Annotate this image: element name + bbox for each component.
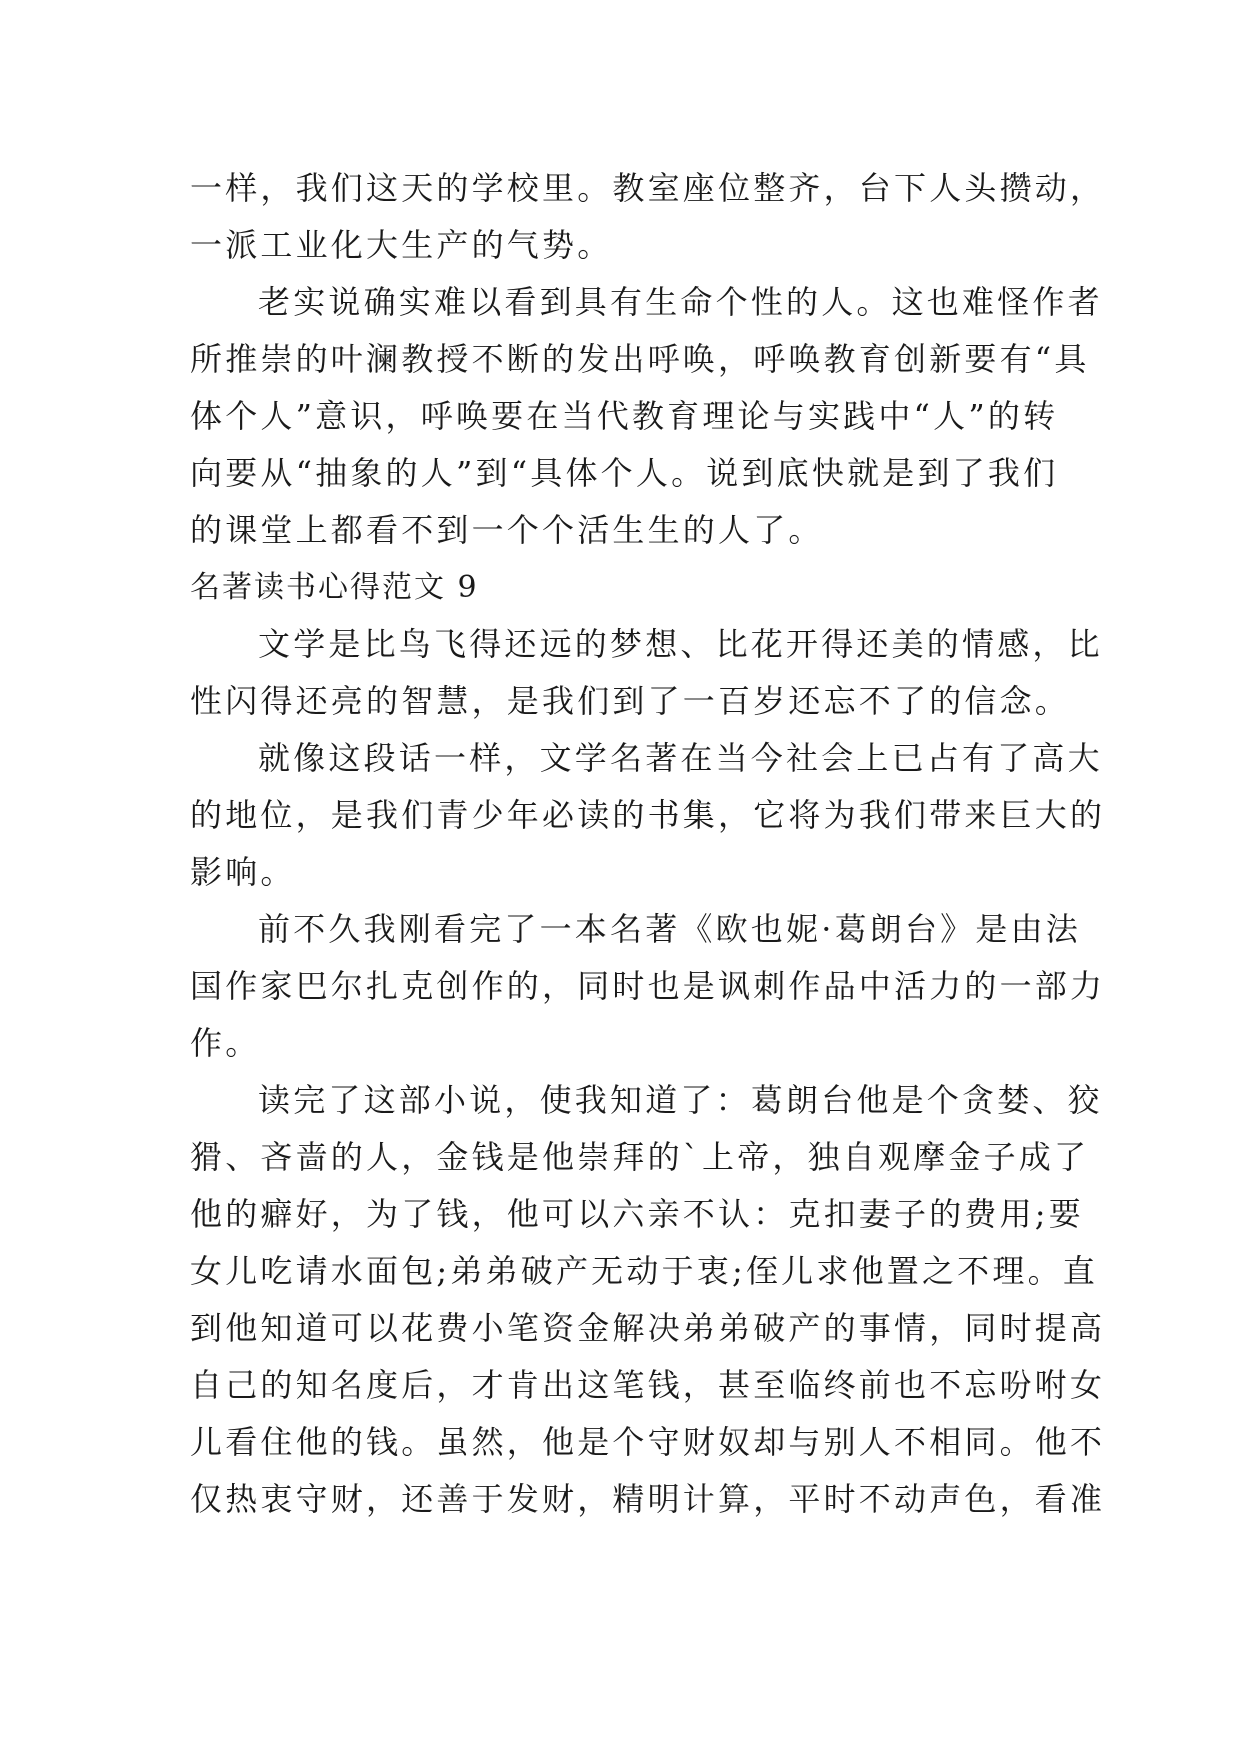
- text-line: 的地位，是我们青少年必读的书集，它将为我们带来巨大的: [190, 796, 1106, 834]
- document-body: [190, 160, 1106, 1528]
- text-line: 文学是比鸟飞得还远的梦想、比花开得还美的情感，比: [258, 625, 1103, 663]
- text-line: 体个人”意识，呼唤要在当代教育理论与实践中“人”的转: [190, 397, 1059, 435]
- text-line: 影响。: [190, 853, 296, 891]
- text-line: 儿看住他的钱。虽然，他是个守财奴却与别人不相同。他不: [190, 1423, 1106, 1461]
- text-line: 到他知道可以花费小笔资金解决弟弟破产的事情，同时提高: [190, 1309, 1106, 1347]
- paragraph: [190, 274, 1103, 559]
- text-line: 性闪得还亮的智慧，是我们到了一百岁还忘不了的信念。: [190, 682, 1071, 720]
- text-line: 仅热衷守财，还善于发财，精明计算，平时不动声色，看准: [190, 1480, 1106, 1518]
- text-line: 一派工业化大生产的气势。: [190, 226, 613, 264]
- text-line: 向要从“抽象的人”到“具体个人。说到底快就是到了我们: [190, 454, 1059, 492]
- text-line: 猾、吝啬的人，金钱是他崇拜的`上帝，独自观摩金子成了: [190, 1138, 1090, 1176]
- text-line: 的课堂上都看不到一个个活生生的人了。: [190, 511, 824, 549]
- text-line: 前不久我刚看完了一本名著《欧也妮·葛朗台》是由法: [258, 910, 1081, 948]
- text-line: 就像这段话一样，文学名著在当今社会上已占有了高大: [258, 739, 1103, 777]
- paragraph: [190, 730, 1106, 901]
- text-line: 女儿吃请水面包;弟弟破产无动于衷;侄儿求他置之不理。直: [190, 1252, 1098, 1290]
- paragraph: [190, 160, 1106, 274]
- text-line: 读完了这部小说，使我知道了：葛朗台他是个贪婪、狡: [258, 1081, 1103, 1119]
- heading-text: 名著读书心得范文 9: [190, 570, 479, 605]
- text-line: 一样，我们这天的学校里。教室座位整齐，台下人头攒动，: [190, 169, 1106, 207]
- paragraph: [190, 616, 1103, 730]
- section-heading: [190, 559, 1060, 616]
- text-line: 国作家巴尔扎克创作的，同时也是讽刺作品中活力的一部力: [190, 967, 1106, 1005]
- text-line: 他的癖好，为了钱，他可以六亲不认：克扣妻子的费用;要: [190, 1195, 1084, 1233]
- text-line: 自己的知名度后，才肯出这笔钱，甚至临终前也不忘吩咐女: [190, 1366, 1106, 1404]
- text-line: 老实说确实难以看到具有生命个性的人。这也难怪作者: [258, 283, 1103, 321]
- paragraph: [190, 1072, 1106, 1528]
- text-line: 所推崇的叶澜教授不断的发出呼唤，呼唤教育创新要有“具: [190, 340, 1090, 378]
- text-line: 作。: [190, 1024, 261, 1062]
- paragraph: [190, 901, 1106, 1072]
